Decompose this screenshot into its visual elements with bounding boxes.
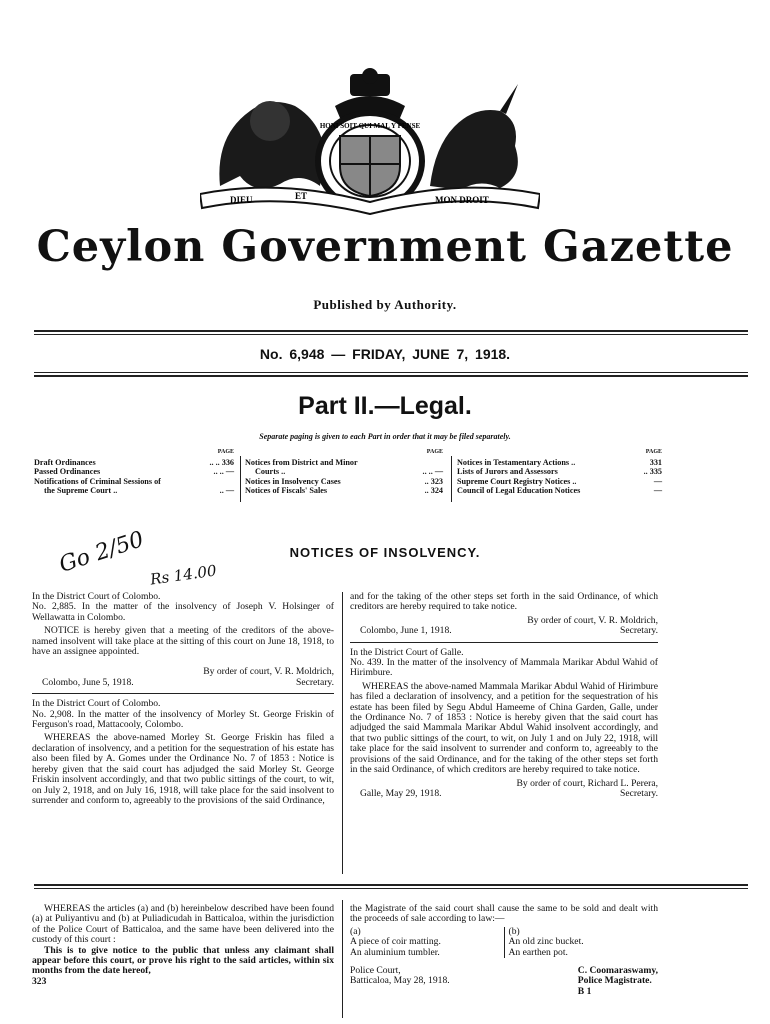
toc-item: Draft Ordinances .. .. 336 (34, 457, 234, 467)
articles-col-a: (a) A piece of coir matting. An aluminium tumbler. (350, 927, 505, 958)
motto-et: ET (295, 191, 308, 201)
toc-divider (240, 456, 241, 502)
issue-line: No. 6,948 — FRIDAY, JUNE 7, 1918. (259, 346, 511, 362)
toc-item: Supreme Court Registry Notices .. — (457, 476, 662, 486)
toc-item: Lists of Jurors and Assessors .. 335 (457, 467, 662, 477)
toc-item: Council of Legal Education Notices — (457, 486, 662, 496)
part-title: Part II.—Legal. (298, 392, 472, 420)
notice-body: NOTICE is hereby given that a meeting of the creditors of the above-named insolvent will take place at the sitting of this court on June 18, 1918, to have an assignee appointed. (32, 625, 334, 658)
left-column (32, 592, 334, 806)
article-item: An aluminium tumbler. (350, 946, 440, 958)
notice-body: the Magistrate of the said court shall cause the same to be sold and dealt with the proceeds of sale according to law:— (350, 903, 658, 925)
page-number: 323 (32, 975, 47, 987)
notice-body: WHEREAS the above-named Mammala Marikar Abdul Wahid of Hirimbure has filed a declaration of insolvency, and a petition for the sequestration of his estate has been filed by Segu Abdul Hameeme of China Garden, Galle, under the Ordinance No. 7 of 1853 : Notice is hereby given that the said court has adjudged the said Mammala Marikar Abdul Wahid insolvent accordingly, and that two public sittings of the court, to wit, on July 1 and on July 22, 1918, will take place for the said insolvent to surrender and conform to, agreeably to the provisions of the said Ordinance, and for the taking of the other steps set forth in the said Ordinance, of which creditors are hereby required to take notice. (350, 680, 658, 776)
rule-bottom-2 (34, 888, 748, 889)
gazette-title: Ceylon Government Gazette (36, 222, 734, 272)
article-item: A piece of coir matting. (350, 936, 441, 948)
articles-table (350, 927, 658, 958)
handwritten-fee: Rs 14.00 (149, 561, 218, 589)
court-heading: In the District Court of Colombo. (32, 698, 161, 710)
signature-line: Colombo, June 5, 1918. Secretary. (42, 676, 334, 688)
court-heading: In the District Court of Colombo. (32, 591, 161, 602)
notice-body: and for the taking of the other steps set forth in the said Ordinance, of which creditors are hereby required to take notice. (350, 591, 658, 613)
toc-item: Notifications of Criminal Sessions of (34, 476, 161, 486)
rule-issue-2 (34, 375, 748, 377)
garter-motto: HONI SOIT QUI MAL Y PENSE (319, 122, 421, 130)
bottom-right-notice (350, 904, 658, 997)
toc-item: Passed Ordinances .. .. — (34, 467, 234, 477)
toc-item: Notices of Fiscals' Sales .. 324 (245, 486, 443, 496)
right-column (350, 592, 658, 799)
rule-issue-1 (34, 372, 748, 373)
by-order: By order of court, V. R. Moldrich, (527, 614, 658, 626)
handwritten-note: Go 2/50 (56, 527, 147, 578)
toc-divider (451, 456, 452, 502)
notice-divider (350, 642, 658, 643)
rule-top (34, 330, 748, 332)
notice-body-2: This is to give notice to the public that unless any claimant shall appear before this court, or prove his right to the said articles, within six months from the date hereof, (32, 944, 334, 977)
column-divider (342, 900, 343, 1018)
signature-line: Galle, May 29, 1918. Secretary. (360, 787, 658, 799)
toc-item: the Supreme Court .. .. — (44, 486, 234, 496)
case-matter: No. 2,885. In the matter of the insolvency of Joseph V. Holsinger of Wellawatta in Colombo. (32, 601, 334, 623)
motto-mon-droit: MON DROIT (435, 195, 489, 205)
toc-item: Notices in Insolvency Cases .. 323 (245, 476, 443, 486)
rule-top-thin (34, 334, 748, 335)
notice-divider (32, 693, 334, 694)
separate-paging-note: Separate paging is given to each Part in order that it may be filed separately. (259, 432, 511, 441)
article-item: An old zinc bucket. (508, 936, 584, 948)
signature-line: Colombo, June 1, 1918. Secretary. (360, 625, 658, 637)
by-order: By order of court, Richard L. Perera, (516, 777, 658, 789)
section-heading: NOTICES OF INSOLVENCY. (289, 545, 481, 560)
by-order: By order of court, V. R. Moldrich, (203, 666, 334, 678)
signature-block: Police Court, Batticaloa, May 28, 1918. C. Coomaraswamy, Police Magistrate. B 1 (350, 965, 658, 997)
toc-column-3: PAGE Notices in Testamentary Actions .. 331 Lists of Jurors and Assessors .. 335 Supreme Court Registry Notices .. — Council of Legal Education Notices — (457, 449, 662, 496)
bottom-left-notice (32, 904, 334, 987)
notice-body: WHEREAS the articles (a) and (b) hereinbelow described have been found (a) at Puliyantivu and (b) at Puliadicudah in Batticaloa, within the jurisdiction of the Police Court of Batticaloa, and the same have been delivered into the custody of this court : (32, 903, 334, 946)
rule-bottom-1 (34, 884, 748, 886)
published-by-authority: Published by Authority. (313, 297, 457, 312)
toc-page-header: PAGE (217, 449, 234, 455)
articles-col-b: (b) An old zinc bucket. An earthen pot. (505, 927, 659, 958)
toc-item: Notices from District and Minor (245, 457, 358, 467)
case-matter: No. 439. In the matter of the insolvency of Mammala Marikar Abdul Wahid of Hirimbure. (350, 657, 658, 679)
motto-dieu: DIEU (230, 195, 253, 205)
column-divider (342, 592, 343, 874)
sheet-mark: B 1 (577, 985, 592, 997)
article-item: An earthen pot. (508, 946, 568, 958)
toc-item: Courts .. .. .. — (255, 467, 443, 477)
toc-column-2: PAGE Notices from District and Minor Courts .. .. .. — Notices in Insolvency Cases .. 323 Notices of Fiscals' Sales .. 324 (245, 449, 443, 496)
court-heading: In the District Court of Galle. (350, 646, 464, 658)
notice-body: WHEREAS the above-named Morley St. George Friskin has filed a declaration of insolvency, and a petition for the sequestration of his estate has also been filed by A. Gomes under the Ordinance No. 7 of 1853 : Notice is hereby given that the said court has adjudged the said Morley St. George Friskin insolvent accordingly, and that two public sittings of the court, to wit, on July 2, 1918, and on July 16, 1918, will take place for the said insolvent to surrender and conform to, agreeably to the provisions of the said Ordinance, (32, 732, 334, 806)
royal-coat-of-arms (200, 66, 540, 216)
toc-column-1 (34, 448, 234, 496)
case-matter: No. 2,908. In the matter of the insolvency of Morley St. George Friskin of Ferguson's road, Mattacooly, Colombo. (32, 708, 334, 731)
toc-item: Notices in Testamentary Actions .. 331 (457, 457, 662, 467)
